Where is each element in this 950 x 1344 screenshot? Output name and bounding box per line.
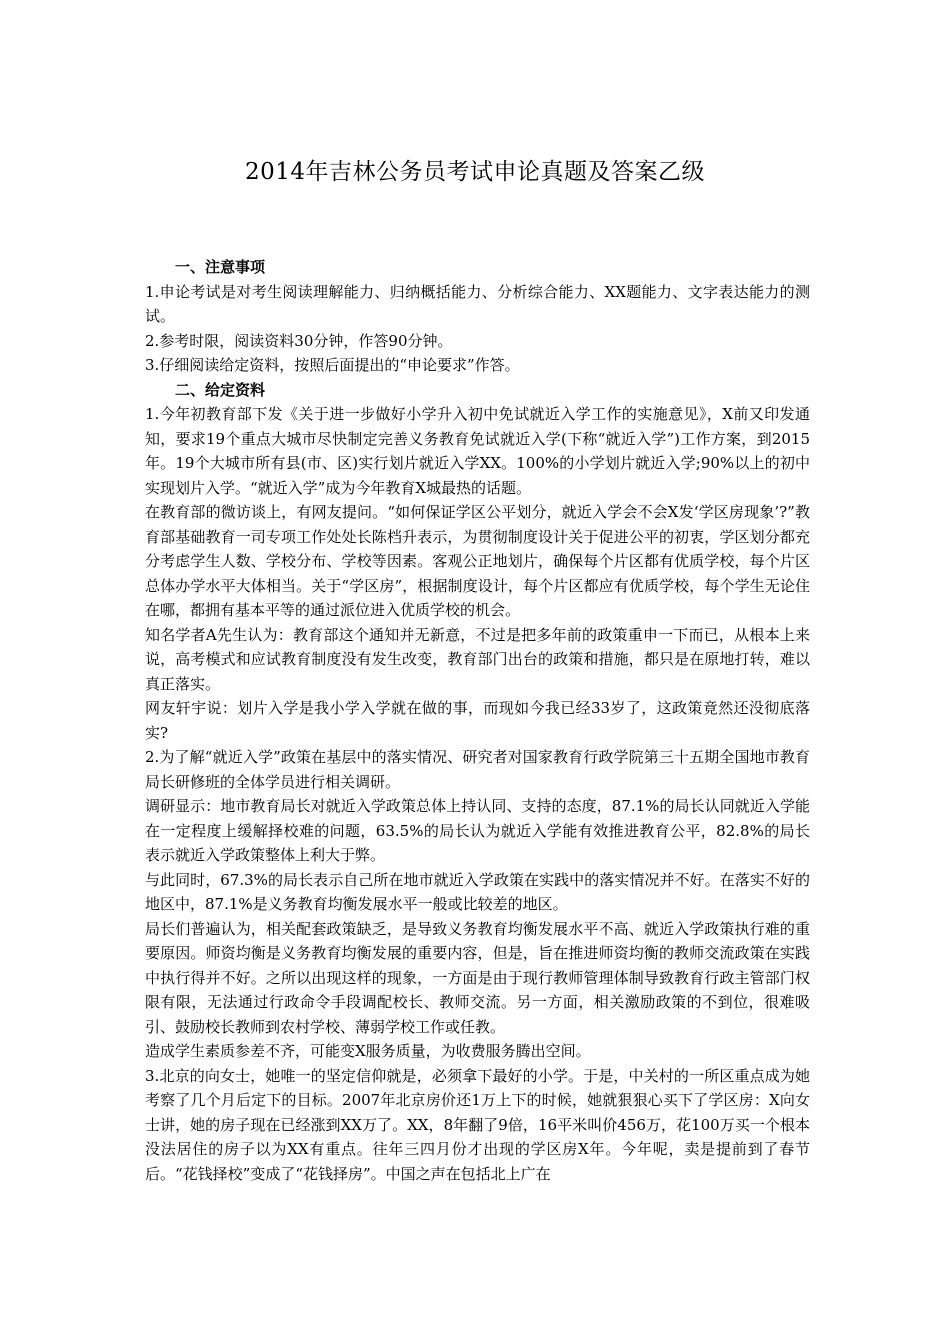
document-title: 2014年吉林公务员考试申论真题及答案乙级 [244, 159, 706, 185]
paragraph: 造成学生素质参差不齐，可能变X服务质量，为收费服务腾出空间。 [145, 1042, 591, 1060]
paragraph: 3.仔细阅读给定资料，按照后面提出的“申论要求”作答。 [145, 356, 520, 374]
paragraph: 与此同时，67.3%的局长表示自己所在地市就近入学政策在实践中的落实情况并不好。在落实不好的地区中，87.1%是义务教育均衡发展水平一般或比较差的地区。 [145, 870, 810, 913]
section-heading-materials: 二、给定资料 [175, 380, 266, 399]
paragraph: 2.参考时限，阅读资料30分钟，作答90分钟。 [145, 331, 453, 350]
paragraph: 网友轩宇说：划片入学是我小学入学就在做的事，而现如今我已经33岁了，这政策竟然还没彻底落实? [145, 699, 810, 742]
paragraph: 1.今年初教育部下发《关于进一步做好小学升入初中免试就近入学工作的实施意见》，X前又印发通知，要求19个重点大城市尽快制定完善义务教育免试就近入学(下称“就近入学”)工作方案，到2015年。19个大城市所有县(市、区)实行划片就近入学XX。100%的小学划片就近入学;90%以上的初中实现划片入学。“就近入学”成为今年教育X城最热的话题。 [145, 405, 810, 497]
paragraph: 3.北京的向女士，她唯一的坚定信仰就是，必须拿下最好的小学。于是，中关村的一所区重点成为她考察了几个月后定下的目标。2007年北京房价还1万上下的时候，她就狠狠心买下了学区房：X向女士讲，她的房子现在已经涨到XX万了。XX，8年翻了9倍，16平米叫价456万，花100万买一个根本没法居住的房子以为XX有重点。往年三四月份才出现的学区房X年。今年呢，卖是提前到了春节后。“花钱择校”变成了“花钱择房”。中国之声在包括北上广在 [145, 1066, 810, 1183]
paragraph: 2.为了解“就近入学”政策在基层中的落实情况、研究者对国家教育行政学院第三十五期全国地市教育局长研修班的全体学员进行相关调研。 [145, 748, 810, 791]
document-body [145, 255, 810, 1186]
paragraph: 在教育部的微访谈上，有网友提问。“如何保证学区公平划分，就近入学会不会X发‘学区房现象’?”教育部基础教育一司专项工作处处长陈档升表示，为贯彻制度设计关于促进公平的初衷，学区划分都充分考虑学生人数、学校分布、学校等因素。客观公正地划片，确保每个片区都有优质学校，每个片区总体办学水平大体相当。关于“学区房”，根据制度设计，每个片区都应有优质学校，每个学生无论住在哪，都拥有基本平等的通过派位进入优质学校的机会。 [145, 503, 810, 619]
paragraph: 调研显示：地市教育局长对就近入学政策总体上持认同、支持的态度，87.1%的局长认同就近入学能在一定程度上缓解择校难的问题，63.5%的局长认为就近入学能有效推进教育公平，82.8%的局长表示就近入学政策整体上利大于弊。 [145, 797, 810, 864]
section-heading-notes: 一、注意事项 [175, 258, 266, 276]
paragraph: 局长们普遍认为，相关配套政策缺乏，是导致义务教育均衡发展水平不高、就近入学政策执行难的重要原因。师资均衡是义务教育均衡发展的重要内容，但是，旨在推进师资均衡的教师交流政策在实践中执行得并不好。之所以出现这样的现象，一方面是由于现行教师管理体制导致教育行政主管部门权限有限，无法通过行政命令手段调配校长、教师交流。另一方面，相关激励政策的不到位，很难吸引、鼓励校长教师到农村学校、薄弱学校工作或任教。 [145, 919, 810, 1036]
paragraph: 1.申论考试是对考生阅读理解能力、归纳概括能力、分析综合能力、XX题能力、文字表达能力的测试。 [145, 282, 810, 325]
paragraph: 知名学者A先生认为：教育部这个通知并无新意，不过是把多年前的政策重申一下而已，从根本上来说，高考模式和应试教育制度没有发生改变，教育部门出台的政策和措施，都只是在原地打转，难以真正落实。 [145, 625, 810, 693]
